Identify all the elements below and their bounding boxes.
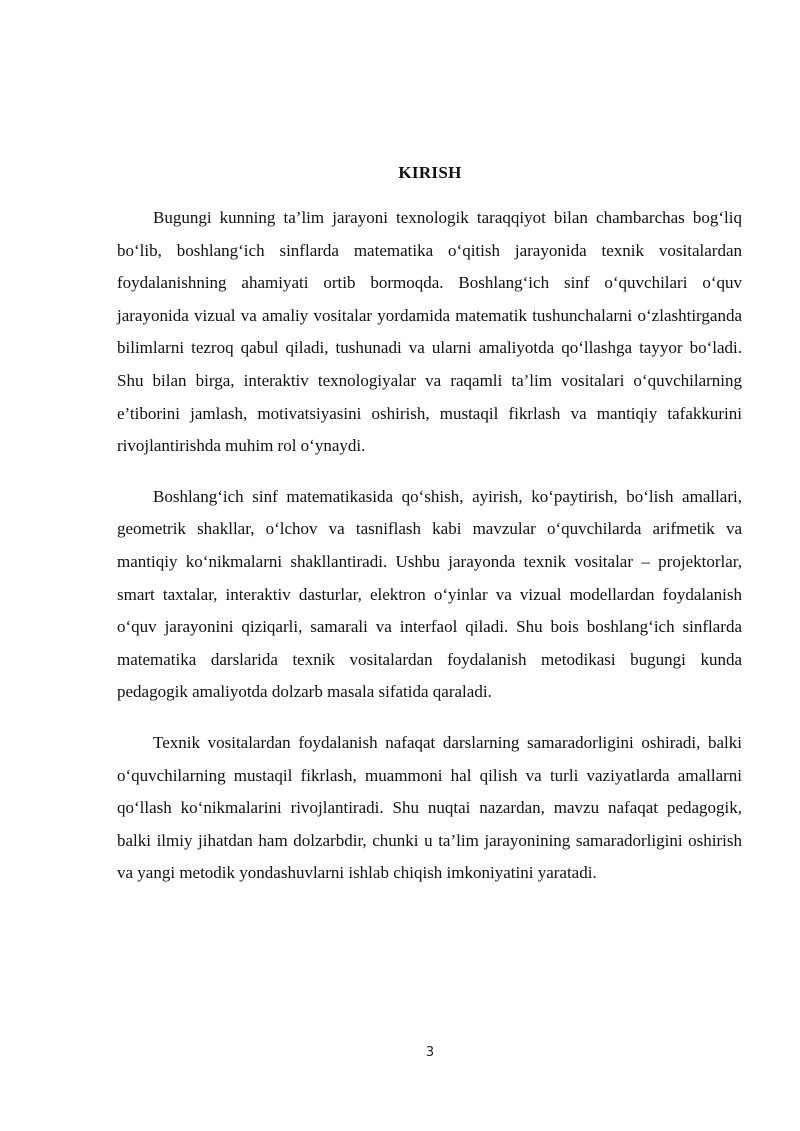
page-number: 3 bbox=[425, 1045, 435, 1060]
paragraph: Texnik vositalardan foydalanish nafaqat darslarning samaradorligini oshiradi, balki o‘quvchilarning mustaqil fikrlash, muammoni hal qilish va turli vaziyatlarda amallarni qo‘llash ko‘nikmalarini rivojlantiradi. Shu nuqtai nazardan, mavzu nafaqat pedagogik, balki ilmiy jihatdan ham dolzarbdir, chunki u ta’lim jarayonining samaradorligini oshirish va yangi metodik yondashuvlarni ishlab chiqish imkoniyatini yaratadi. bbox=[117, 732, 742, 883]
body-text bbox=[117, 202, 742, 908]
section-heading: KIRISH bbox=[398, 163, 462, 182]
paragraph: Bugungi kunning ta’lim jarayoni texnologik taraqqiyot bilan chambarchas bog‘liq bo‘lib, boshlang‘ich sinflarda matematika o‘qitish jarayonida texnik vositalardan foydalanishning ahamiyati ortib bormoqda. Boshlang‘ich sinf o‘quvchilari o‘quv jarayonida vizual va amaliy vositalar yordamida matematik tushunchalarni o‘zlashtirganda bilimlarni tezroq qabul qiladi, tushunadi va ularni amaliyotda qo‘llashga tayyor bo‘ladi. Shu bilan birga, interaktiv texnologiyalar va raqamli ta’lim vositalari o‘quvchilarning e’tiborini jamlash, motivatsiyasini oshirish, mustaqil fikrlash va mantiqiy tafakkurini rivojlantirishda muhim rol o‘ynaydi. bbox=[117, 208, 742, 456]
paragraph: Boshlang‘ich sinf matematikasida qo‘shish, ayirish, ko‘paytirish, bo‘lish amallari, geometrik shakllar, o‘lchov va tasniflash kabi mavzular o‘quvchilarda arifmetik va mantiqiy ko‘nikmalarni shakllantiradi. Ushbu jarayonda texnik vositalar – projektorlar, smart taxtalar, interaktiv dasturlar, elektron o‘yinlar va vizual modellardan foydalanish o‘quv jarayonini qiziqarli, samarali va interfaol qiladi. Shu bois boshlang‘ich sinflarda matematika darslarida texnik vositalardan foydalanish metodikasi bugungi kunda pedagogik amaliyotda dolzarb masala sifatida qaraladi. bbox=[117, 486, 742, 702]
